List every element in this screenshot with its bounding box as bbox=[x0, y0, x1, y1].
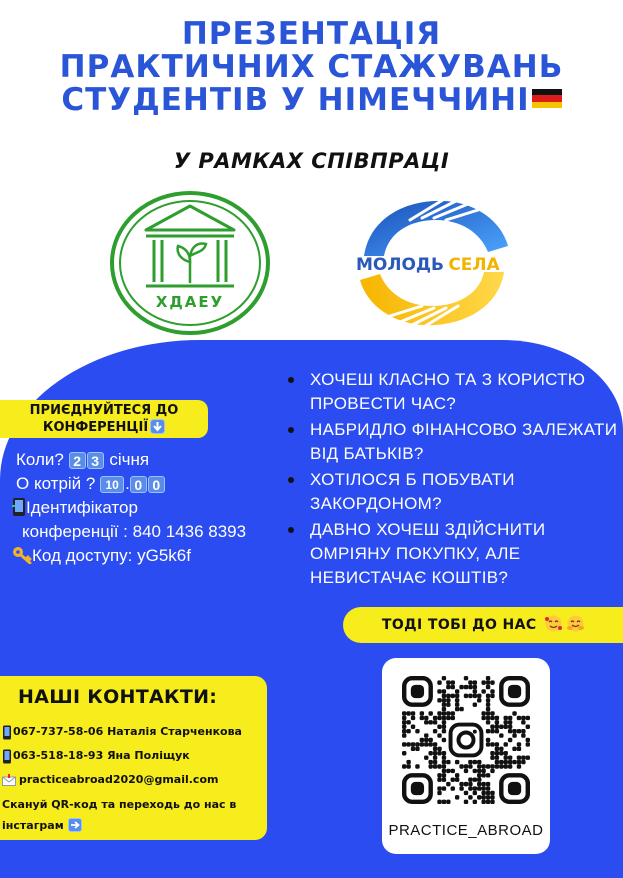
question-item: ХОЧЕШ КЛАСНО ТА З КОРИСТЮ ПРОВЕСТИ ЧАС? bbox=[288, 368, 618, 416]
sela-word: СЕЛА bbox=[448, 255, 500, 275]
right-arrow-icon bbox=[68, 818, 82, 832]
conference-label-line-2 bbox=[0, 419, 208, 436]
mail-icon bbox=[2, 774, 16, 786]
title-line-2: ПРАКТИЧНИХ СТАЖУВАНЬ bbox=[59, 49, 564, 85]
qr-finder-center bbox=[411, 782, 424, 795]
molod-word: МОЛОДЬ bbox=[355, 255, 445, 275]
qr-finder-center bbox=[508, 782, 521, 795]
conference-label bbox=[0, 400, 208, 438]
contact-phone-1 bbox=[2, 720, 266, 744]
conference-time bbox=[12, 472, 282, 496]
phone-icon bbox=[2, 725, 12, 740]
qr-finder-center bbox=[508, 685, 521, 698]
time-separator: . bbox=[125, 474, 130, 493]
qr-finder-center bbox=[411, 685, 424, 698]
poster-title bbox=[0, 18, 623, 117]
contacts-title: НАШІ КОНТАКТИ: bbox=[18, 686, 218, 708]
time-min-1: 0 bbox=[130, 476, 147, 493]
down-arrow-icon bbox=[150, 419, 165, 434]
hdaeu-logo-text: ХДАЕУ bbox=[155, 293, 225, 311]
conference-label-line-2-text: КОНФЕРЕНЦІЇ bbox=[42, 420, 149, 435]
questions-list bbox=[288, 368, 618, 592]
title-line-3-text: СТУДЕНТІВ У НІМЕЧЧИНІ bbox=[61, 82, 530, 118]
yellow-hand-icon bbox=[360, 272, 504, 328]
germany-flag-icon bbox=[532, 89, 562, 109]
question-item: ДАВНО ХОЧЕШ ЗДІЙСНИТИ ОМРІЯНУ ПОКУПКУ, АЛЕ НЕВИСТАЧАЄ КОШТІВ? bbox=[288, 518, 618, 590]
hdaeu-logo bbox=[108, 190, 272, 336]
phone-icon bbox=[2, 749, 12, 764]
time-label: О котрій ? bbox=[16, 474, 96, 493]
molod-sela-logo bbox=[350, 190, 518, 336]
scan-text: Скануй QR-код та переходь до нас в інстаграм bbox=[2, 798, 237, 832]
contact-email bbox=[2, 768, 266, 792]
contacts-list bbox=[2, 720, 266, 836]
key-icon bbox=[12, 546, 32, 564]
conference-info bbox=[12, 448, 282, 568]
instagram-icon bbox=[448, 722, 483, 757]
scan-instruction bbox=[2, 794, 266, 836]
todi-text: ТОДІ ТОБІ ДО НАС bbox=[381, 617, 537, 633]
access-code-line bbox=[12, 544, 282, 568]
phone-1-text: 067-737-58-06 Наталія Старченкова bbox=[13, 725, 242, 738]
qr-code[interactable] bbox=[402, 676, 530, 804]
cooperation-subtitle: У РАМКАХ СПІВПРАЦІ bbox=[173, 149, 450, 173]
when-label: Коли? bbox=[16, 450, 64, 469]
access-code: Код доступу: yG5k6f bbox=[32, 546, 191, 565]
conference-id-line-2: конференції : 840 1436 8393 bbox=[22, 522, 247, 541]
month-label: січня bbox=[109, 450, 150, 469]
conference-date bbox=[12, 448, 282, 472]
question-item: НАБРИДЛО ФІНАНСОВО ЗАЛЕЖАТИ ВІД БАТЬКІВ? bbox=[288, 418, 618, 466]
title-line-1: ПРЕЗЕНТАЦІЯ bbox=[181, 16, 442, 52]
date-digit-1: 2 bbox=[69, 452, 86, 469]
title-line-3 bbox=[0, 84, 623, 117]
date-digit-2: 3 bbox=[87, 452, 104, 469]
conference-id-line-1 bbox=[12, 496, 282, 520]
time-hour: 10 bbox=[100, 476, 124, 493]
qr-card bbox=[382, 658, 550, 854]
todi-label bbox=[343, 607, 623, 643]
conference-label-line-1: ПРИЄДНУЙТЕСЯ ДО bbox=[29, 403, 179, 418]
blue-hand-icon bbox=[364, 198, 508, 256]
sprout-icon bbox=[178, 244, 206, 283]
email-text: practiceabroad2020@gmail.com bbox=[19, 773, 219, 786]
qr-label: PRACTICE_ABROAD bbox=[388, 822, 544, 839]
conference-id-label: Ідентифікатор bbox=[26, 498, 138, 517]
phone-icon bbox=[12, 497, 26, 517]
time-min-2: 0 bbox=[148, 476, 165, 493]
phone-2-text: 063-518-18-93 Яна Поліщук bbox=[13, 749, 190, 762]
hugging-face-icon bbox=[567, 615, 584, 632]
smiling-face-hearts-icon bbox=[545, 615, 562, 632]
contact-phone-2 bbox=[2, 744, 266, 768]
question-item: ХОТІЛОСЯ Б ПОБУВАТИ ЗАКОРДОНОМ? bbox=[288, 468, 618, 516]
